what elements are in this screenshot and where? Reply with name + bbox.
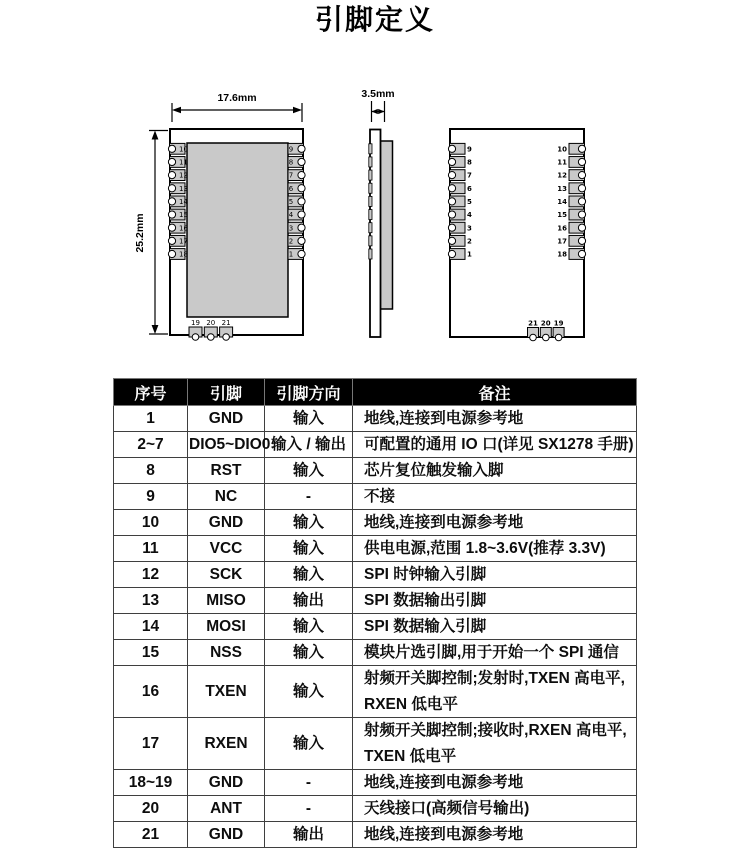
cell-pin: MISO <box>188 588 265 614</box>
cell-pin: ANT <box>188 796 265 822</box>
side-pad-tick <box>369 196 372 206</box>
pin-label: 10 <box>179 145 188 154</box>
cell-remark: 射频开关脚控制;发射时,TXEN 高电平, RXEN 低电平 <box>353 666 637 718</box>
pin-notch <box>298 237 305 244</box>
table-row <box>114 510 637 536</box>
cell-remark: 射频开关脚控制;接收时,RXEN 高电平, TXEN 低电平 <box>353 718 637 770</box>
table-row <box>114 796 637 822</box>
side-pad-tick <box>369 236 372 246</box>
pin-notch <box>168 145 175 152</box>
pin-label: 17 <box>557 237 567 246</box>
pin-label: 4 <box>288 211 294 220</box>
cell-direction: 输入 <box>265 406 353 432</box>
pin-label: 9 <box>467 145 472 154</box>
pin-notch <box>448 224 455 231</box>
pin-notch <box>298 250 305 257</box>
pin-notch <box>298 224 305 231</box>
pin-label: 8 <box>467 158 472 167</box>
pin-label: 15 <box>557 211 567 220</box>
pin-notch <box>208 334 215 341</box>
pin-label: 15 <box>179 211 188 220</box>
pin-notch <box>298 198 305 205</box>
cell-no: 15 <box>114 640 188 666</box>
pin-notch <box>448 211 455 218</box>
cell-pin: RXEN <box>188 718 265 770</box>
cell-no: 9 <box>114 484 188 510</box>
table-row <box>114 562 637 588</box>
pin-label: 13 <box>557 184 567 193</box>
pin-label: 7 <box>467 171 472 180</box>
table-row <box>114 822 637 848</box>
cell-pin: DIO5~DIO0 <box>188 432 265 458</box>
pin-label: 5 <box>467 198 472 206</box>
pin-table <box>113 378 637 848</box>
front-height-dimension-line <box>149 131 168 335</box>
pin-notch <box>578 237 585 244</box>
pin-notch <box>168 185 175 192</box>
pin-notch <box>578 185 585 192</box>
cell-remark: SPI 数据输入引脚 <box>353 614 637 640</box>
pin-label: 16 <box>179 224 188 233</box>
pin-label: 14 <box>179 198 188 206</box>
side-pad-tick <box>369 183 372 193</box>
pin-label: 17 <box>179 237 188 246</box>
cell-pin: GND <box>188 406 265 432</box>
pin-notch <box>168 237 175 244</box>
pin-label: 7 <box>288 171 294 180</box>
pin-notch <box>578 172 585 179</box>
dim-arrow-up <box>152 131 159 140</box>
cell-direction: 输入 <box>265 536 353 562</box>
cell-direction: 输入 <box>265 640 353 666</box>
pin-notch <box>223 334 230 341</box>
cell-direction: - <box>265 770 353 796</box>
pin-label: 5 <box>288 198 294 206</box>
front-shield <box>187 143 288 317</box>
cell-direction: 输出 <box>265 588 353 614</box>
pin-label: 1 <box>288 250 294 259</box>
cell-direction: 输入 <box>265 614 353 640</box>
cell-no: 20 <box>114 796 188 822</box>
pin-notch <box>298 211 305 218</box>
cell-pin: TXEN <box>188 666 265 718</box>
pin-notch <box>298 172 305 179</box>
pin-label: 3 <box>288 224 294 233</box>
dim-arrow-down <box>152 325 159 334</box>
pin-notch <box>448 237 455 244</box>
col-header-no: 序号 <box>114 379 188 406</box>
table-row <box>114 614 637 640</box>
cell-remark: 芯片复位触发输入脚 <box>353 458 637 484</box>
pin-notch <box>578 211 585 218</box>
pin-label: 18 <box>557 250 567 259</box>
pin-notch <box>448 145 455 152</box>
table-row <box>114 770 637 796</box>
cell-direction: 输出 <box>265 822 353 848</box>
pin-label: 4 <box>467 211 472 220</box>
cell-remark: 不接 <box>353 484 637 510</box>
pin-notch <box>578 224 585 231</box>
pin-notch <box>192 334 199 341</box>
cell-remark: 天线接口(高频信号输出) <box>353 796 637 822</box>
cell-no: 12 <box>114 562 188 588</box>
pin-label: 19 <box>191 319 200 328</box>
cell-no: 18~19 <box>114 770 188 796</box>
col-header-direction: 引脚方向 <box>265 379 353 406</box>
pin-notch <box>578 145 585 152</box>
pin-notch <box>555 334 562 341</box>
side-pad-tick <box>369 249 372 259</box>
pin-label: 19 <box>553 319 564 328</box>
pin-label: 3 <box>467 224 472 233</box>
pin-notch <box>168 198 175 205</box>
pin-label: 13 <box>179 184 188 193</box>
col-header-remark: 备注 <box>353 379 637 406</box>
pin-notch <box>168 250 175 257</box>
cell-pin: NSS <box>188 640 265 666</box>
dim-arrow-left <box>172 107 181 113</box>
cell-pin: GND <box>188 822 265 848</box>
pin-notch <box>168 158 175 165</box>
pin-label: 8 <box>288 158 294 167</box>
table-header-row <box>114 379 637 406</box>
pin-label: 11 <box>557 158 567 167</box>
pin-label: 21 <box>528 319 538 328</box>
table-row <box>114 588 637 614</box>
front-height-label: 25.2mm <box>134 213 146 253</box>
pin-notch <box>168 211 175 218</box>
cell-no: 10 <box>114 510 188 536</box>
side-pad-tick <box>369 144 372 154</box>
pin-label: 16 <box>557 224 567 233</box>
pin-notch <box>168 224 175 231</box>
table-row <box>114 718 637 770</box>
cell-pin: NC <box>188 484 265 510</box>
pin-label: 9 <box>288 145 294 154</box>
pin-notch <box>298 158 305 165</box>
table-row <box>114 432 637 458</box>
cell-remark: SPI 数据输出引脚 <box>353 588 637 614</box>
cell-no: 17 <box>114 718 188 770</box>
side-thickness-label: 3.5mm <box>361 88 395 100</box>
dim-arrow-left <box>372 109 378 114</box>
cell-no: 16 <box>114 666 188 718</box>
pin-label: 2 <box>467 237 472 246</box>
cell-direction: 输入 <box>265 562 353 588</box>
cell-direction: 输入 <box>265 510 353 536</box>
cell-no: 1 <box>114 406 188 432</box>
cell-direction: - <box>265 484 353 510</box>
pin-notch <box>448 172 455 179</box>
pin-notch <box>448 185 455 192</box>
cell-direction: 输入 <box>265 458 353 484</box>
cell-remark: 可配置的通用 IO 口(详见 SX1278 手册) <box>353 432 637 458</box>
module-diagrams <box>0 0 750 370</box>
cell-no: 2~7 <box>114 432 188 458</box>
cell-no: 13 <box>114 588 188 614</box>
side-pad-tick <box>369 170 372 180</box>
pin-label: 18 <box>179 250 188 259</box>
pin-label: 14 <box>557 198 567 206</box>
side-pad-tick <box>369 210 372 220</box>
cell-pin: SCK <box>188 562 265 588</box>
cell-no: 8 <box>114 458 188 484</box>
pin-label: 20 <box>540 319 551 328</box>
table-row <box>114 484 637 510</box>
pin-notch <box>578 250 585 257</box>
pin-label: 10 <box>557 145 567 154</box>
cell-remark: SPI 时钟输入引脚 <box>353 562 637 588</box>
table-row <box>114 406 637 432</box>
dim-arrow-right <box>378 109 384 114</box>
pin-label: 12 <box>557 171 567 180</box>
cell-pin: GND <box>188 770 265 796</box>
cell-remark: 模块片选引脚,用于开始一个 SPI 通信 <box>353 640 637 666</box>
pin-notch <box>298 145 305 152</box>
pin-label: 2 <box>288 237 294 246</box>
cell-pin: MOSI <box>188 614 265 640</box>
dim-arrow-right <box>293 107 302 113</box>
pin-label: 20 <box>206 319 216 328</box>
pin-notch <box>168 172 175 179</box>
cell-direction: 输入 / 输出 <box>265 432 353 458</box>
pin-label: 6 <box>288 184 294 193</box>
cell-no: 21 <box>114 822 188 848</box>
pin-label: 11 <box>179 158 188 167</box>
cell-no: 11 <box>114 536 188 562</box>
table-row <box>114 458 637 484</box>
pin-notch <box>448 250 455 257</box>
pin-notch <box>543 334 550 341</box>
cell-remark: 地线,连接到电源参考地 <box>353 510 637 536</box>
pin-notch <box>530 334 537 341</box>
cell-remark: 地线,连接到电源参考地 <box>353 822 637 848</box>
side-pad-tick <box>369 157 372 167</box>
cell-no: 14 <box>114 614 188 640</box>
cell-pin: VCC <box>188 536 265 562</box>
front-width-label: 17.6mm <box>217 92 257 104</box>
cell-direction: 输入 <box>265 666 353 718</box>
pin-notch <box>448 198 455 205</box>
side-pad-tick <box>369 223 372 233</box>
cell-pin: GND <box>188 510 265 536</box>
table-row <box>114 640 637 666</box>
cell-direction: 输入 <box>265 718 353 770</box>
pin-label: 6 <box>467 184 472 193</box>
cell-direction: - <box>265 796 353 822</box>
pin-table-body <box>114 406 637 848</box>
pin-notch <box>578 158 585 165</box>
pin-notch <box>298 185 305 192</box>
cell-remark: 供电电源,范围 1.8~3.6V(推荐 3.3V) <box>353 536 637 562</box>
table-row <box>114 666 637 718</box>
pin-label: 12 <box>179 171 188 180</box>
front-width-dimension-line <box>172 103 302 122</box>
cell-pin: RST <box>188 458 265 484</box>
table-row <box>114 536 637 562</box>
pin-label: 1 <box>467 250 472 259</box>
page-title: 引脚定义 <box>314 4 435 35</box>
pin-label: 21 <box>221 319 231 328</box>
pin-notch <box>448 158 455 165</box>
cell-remark: 地线,连接到电源参考地 <box>353 770 637 796</box>
pin-notch <box>578 198 585 205</box>
cell-remark: 地线,连接到电源参考地 <box>353 406 637 432</box>
col-header-pin: 引脚 <box>188 379 265 406</box>
